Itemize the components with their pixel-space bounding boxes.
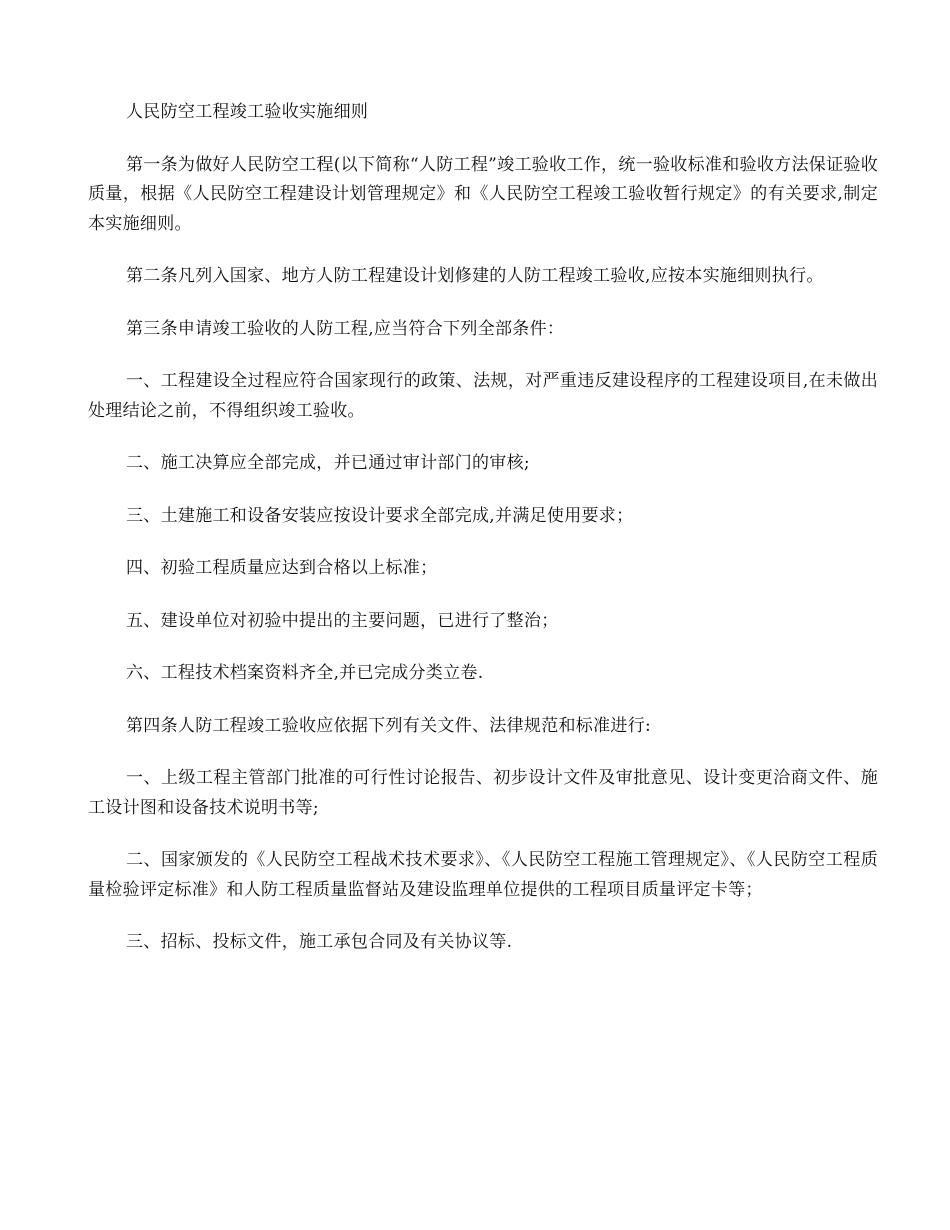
article-1: 第一条为做好人民防空工程(以下简称“人防工程”竣工验收工作，统一验收标准和验收方法保证验收质量，根据《人民防空工程建设计划管理规定》和《人民防空工程竣工验收暂行规定》的有关要求,制定本实施细则。 bbox=[88, 154, 878, 234]
article-3-item-3: 三、土建施工和设备安装应按设计要求全部完成,并满足使用要求； bbox=[126, 505, 634, 526]
article-3-item-2: 二、施工决算应全部完成，并已通过审计部门的审核; bbox=[126, 453, 530, 473]
article-4: 第四条人防工程竣工验收应依据下列有关文件、法律规范和标准进行: bbox=[126, 715, 652, 736]
article-3-item-5: 五、建设单位对初验中提出的主要问题，已进行了整治； bbox=[126, 610, 559, 631]
document-body bbox=[88, 98, 878, 981]
article-4-item-2: 二、国家颁发的《人民防空工程战术技术要求》、《人民防空工程施工管理规定》、《人民防空工程质量检验评定标准》和人防工程质量监督站及建设监理单位提供的工程项目质量评定卡等； bbox=[88, 850, 878, 900]
article-3-item-4: 四、初验工程质量应达到合格以上标准； bbox=[126, 558, 438, 578]
article-3: 第三条申请竣工验收的人防工程,应当符合下列全部条件： bbox=[126, 318, 565, 339]
article-3-item-6: 六、工程技术档案资料齐全,并已完成分类立卷. bbox=[126, 663, 484, 683]
article-4-item-1: 一、上级工程主管部门批准的可行性讨论报告、初步设计文件及审批意见、设计变更洽商文件、施工设计图和设备技术说明书等; bbox=[88, 768, 878, 818]
article-3-item-1: 一、工程建设全过程应符合国家现行的政策、法规，对严重违反建设程序的工程建设项目,在未做出处理结论之前，不得组织竣工验收。 bbox=[88, 371, 878, 421]
article-4-item-3: 三、招标、投标文件，施工承包合同及有关协议等. bbox=[126, 932, 513, 952]
article-2: 第二条凡列入国家、地方人防工程建设计划修建的人防工程竣工验收,应按本实施细则执行。 bbox=[126, 266, 824, 286]
document-title: 人民防空工程竣工验收实施细则 bbox=[126, 102, 369, 122]
